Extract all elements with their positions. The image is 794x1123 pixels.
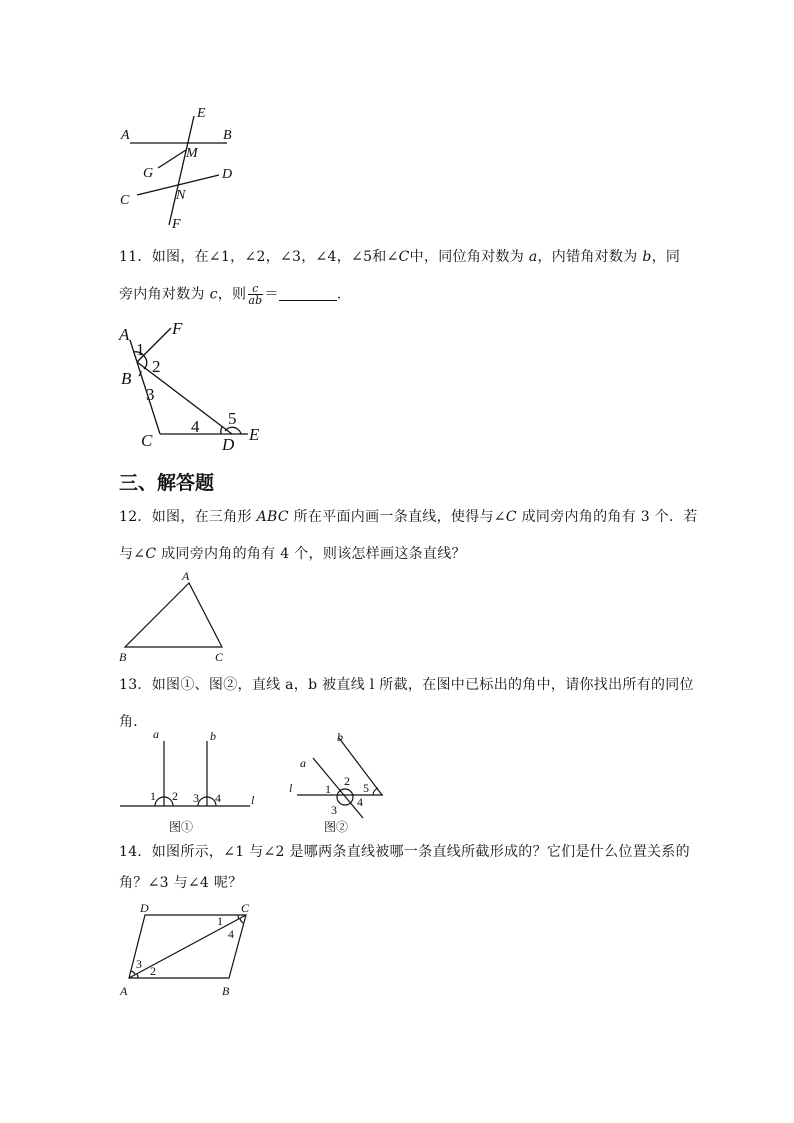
figure-q12 — [112, 565, 237, 665]
label-F: F — [172, 319, 183, 338]
label-C: C — [120, 193, 130, 208]
arc-angle-4 — [221, 427, 222, 434]
q11-text-before: 11．如图，在∠1，∠2，∠3，∠4，∠5和∠ — [119, 249, 399, 265]
q11-C: C — [398, 249, 410, 265]
figure-q13-1 — [115, 725, 265, 835]
q11-answer-blank — [279, 286, 337, 301]
label-5: 5 — [363, 781, 369, 795]
label-B: B — [222, 984, 230, 998]
q12-line1-mid: 所在平面内画一条直线，使得与∠ — [288, 509, 506, 525]
label-a: a — [153, 727, 159, 741]
q12-line2-end: 成同旁内角的角有 4 个，则该怎样画这条直线？ — [156, 546, 466, 562]
label-3: 3 — [146, 385, 155, 404]
label-D: D — [140, 901, 149, 915]
q11-frac-num: c — [248, 283, 262, 295]
label-G: G — [143, 166, 154, 181]
caption-fig2: 图② — [324, 820, 349, 834]
q11-fraction — [248, 283, 262, 306]
q11-period: . — [336, 286, 342, 303]
triangle-ABC — [125, 583, 222, 647]
label-2: 2 — [150, 964, 156, 978]
label-5: 5 — [228, 409, 237, 428]
label-b: b — [210, 729, 216, 743]
label-1: 1 — [150, 789, 156, 803]
label-2: 2 — [172, 789, 178, 803]
label-4: 4 — [228, 927, 234, 941]
label-4: 4 — [357, 795, 363, 809]
caption-fig1: 图① — [169, 820, 194, 834]
q12-line2-before: 与∠ — [119, 546, 146, 562]
label-B: B — [121, 369, 132, 388]
q11-b: b — [642, 249, 652, 265]
q12-C: C — [505, 509, 517, 525]
label-A: A — [119, 325, 130, 344]
label-3: 3 — [193, 791, 199, 805]
q12-C2: C — [145, 546, 157, 562]
q11-line2-before: 旁内角对数为 — [119, 286, 210, 303]
label-B: B — [223, 128, 232, 143]
q14-line2: 角？∠3 与∠4 呢？ — [119, 875, 243, 891]
section-heading: 三、解答题 — [119, 472, 215, 494]
line-a — [313, 758, 363, 818]
q12-line1 — [119, 507, 698, 527]
label-N: N — [176, 188, 186, 203]
label-E: E — [249, 425, 260, 444]
arc-angle-4 — [240, 918, 243, 923]
label-D: D — [222, 435, 235, 453]
q11-frac-den: ab — [248, 294, 263, 307]
label-3: 3 — [331, 803, 337, 817]
label-C: C — [215, 650, 224, 664]
q11-line2-mid: ，则 — [217, 286, 247, 303]
q11-line2 — [119, 283, 342, 306]
label-4: 4 — [215, 791, 221, 805]
line-EF — [169, 116, 194, 225]
label-1: 1 — [325, 782, 331, 796]
arc-angle-3 — [131, 971, 135, 974]
q13-line1: 13．如图①、图②，直线 a，b 被直线 l 所截，在图中已标出的角中，请你找出所有的同位 — [119, 677, 694, 693]
label-2: 2 — [344, 774, 350, 788]
figure-q13-2 — [282, 725, 392, 835]
label-4: 4 — [191, 417, 200, 436]
label-F: F — [172, 217, 181, 232]
label-b: b — [337, 730, 343, 744]
label-A: A — [121, 128, 130, 143]
label-l: l — [251, 793, 255, 807]
q11-text-mid2: ，内错角对数为 — [537, 249, 643, 265]
label-2: 2 — [152, 357, 161, 376]
label-3: 3 — [136, 957, 142, 971]
label-M: M — [186, 146, 198, 161]
q11-line1 — [119, 247, 680, 267]
q11-c: c — [209, 286, 218, 303]
label-a: a — [300, 756, 306, 770]
q11-eq: ＝ — [264, 286, 279, 303]
label-D: D — [222, 167, 233, 182]
label-1: 1 — [217, 914, 223, 928]
q14-line1: 14．如图所示，∠1 与∠2 是哪两条直线被哪一条直线所截形成的？它们是什么位置关系的 — [119, 844, 690, 860]
diagonal-AC — [129, 915, 246, 978]
label-E: E — [197, 106, 206, 121]
figure-q11 — [112, 318, 272, 453]
q11-text-end: ，同 — [651, 249, 681, 265]
label-A: A — [182, 569, 190, 583]
q12-ABC: ABC — [256, 509, 289, 525]
label-C: C — [241, 901, 250, 915]
q11-text-mid1: 中，同位角对数为 — [409, 249, 529, 265]
q12-line2 — [119, 544, 466, 564]
ray-MG — [158, 150, 186, 168]
figure-q14 — [112, 895, 257, 1000]
label-B: B — [119, 650, 127, 664]
q12-line1-end: 成同旁内角的角有 3 个．若 — [516, 509, 698, 525]
label-A: A — [120, 984, 128, 998]
q11-a: a — [528, 249, 538, 265]
q12-line1-before: 12．如图，在三角形 — [119, 509, 257, 525]
q13-line2: 角． — [119, 714, 148, 730]
label-1: 1 — [136, 340, 145, 359]
label-C: C — [141, 431, 153, 450]
figure-q10 — [110, 100, 250, 235]
label-l: l — [289, 781, 293, 795]
